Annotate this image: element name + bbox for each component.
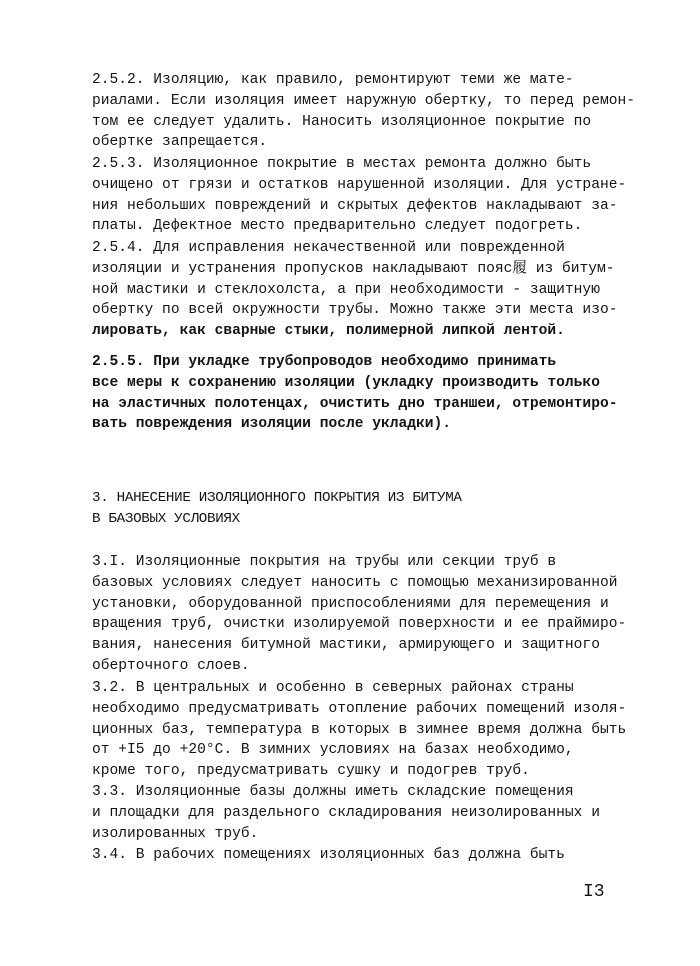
paragraph-2-5-2 — [92, 70, 635, 153]
text-line: 3.I. Изоляционные покрытия на трубы или секции труб в — [92, 554, 557, 570]
text-line: изолированных труб. — [92, 825, 259, 842]
text-line: 3.4. В рабочих помещениях изоляционных баз должна быть — [92, 847, 565, 863]
text-line: от +I5 до +20°C. В зимних условиях на базах необходимо, — [92, 742, 574, 759]
paragraph-3-2 — [92, 678, 627, 782]
text-line: установки, оборудованной приспособлениями для перемещения и — [92, 595, 609, 612]
section-heading-line: В БАЗОВЫХ УСЛОВИЯХ — [92, 510, 240, 527]
text-line: платы. Дефектное место предварительно следует подогреть. — [92, 218, 583, 235]
text-line: 3.2. В центральных и особенно в северных районах страны — [92, 680, 574, 696]
paragraph-2-5-5 — [92, 352, 622, 435]
text-line: вращения труб, очистки изолируемой поверхности и ее праймиро- — [92, 616, 627, 633]
text-line: 2.5.5. При укладке трубопроводов необходимо принимать — [92, 354, 557, 370]
paragraph-3-3 — [92, 782, 622, 844]
text-line: том ее следует удалить. Наносить изоляционное покрытие по — [92, 113, 592, 130]
text-line: и площадки для раздельного складирования неизолированных и — [92, 804, 600, 821]
text-line: обертке запрещается. — [92, 134, 268, 151]
section-heading — [92, 488, 462, 530]
text-line: все меры к сохранению изоляции (укладку производить только — [92, 374, 600, 391]
page-number: I3 — [583, 882, 605, 902]
text-line: лировать, как сварные стыки, полимерной липкой лентой. — [92, 323, 565, 340]
text-line: кроме того, предусматривать сушку и подогрев труб. — [92, 763, 530, 780]
text-line: вать повреждения изоляции после укладки). — [92, 416, 452, 433]
text-line: изоляции и устранения пропусков накладывают пояс履 из битум- — [92, 260, 615, 277]
text-line: ния небольших повреждений и скрытых дефектов накладывают за- — [92, 197, 618, 214]
text-line: риалами. Если изоляция имеет наружную обертку, то перед ремон- — [92, 92, 635, 109]
text-line: ционных баз, температура в которых в зимнее время должна быть — [92, 721, 627, 738]
text-line: 3.3. Изоляционные базы должны иметь складские помещения — [92, 784, 574, 800]
text-line: необходимо предусматривать отопление рабочих помещений изоля- — [92, 700, 627, 717]
text-line: 2.5.2. Изоляцию, как правило, ремонтируют теми же мате- — [92, 72, 574, 88]
section-heading-line: 3. НАНЕСЕНИЕ ИЗОЛЯЦИОННОГО ПОКРЫТИЯ ИЗ БИТУМА — [92, 490, 462, 506]
text-line: обертку по всей окружности трубы. Можно также эти места изо- — [92, 302, 618, 319]
text-line: оберточного слоев. — [92, 657, 250, 674]
text-line: 2.5.4. Для исправления некачественной или поврежденной — [92, 240, 565, 256]
text-line: очищено от грязи и остатков нарушенной изоляции. Для устране- — [92, 176, 627, 193]
text-line: базовых условиях следует наносить с помощью механизированной — [92, 574, 618, 591]
paragraph-2-5-4 — [92, 238, 622, 342]
paragraph-3-4 — [92, 845, 622, 866]
paragraph-3-1 — [92, 552, 627, 677]
text-line: вания, нанесения битумной мастики, армирующего и защитного — [92, 637, 600, 654]
text-line: на эластичных полотенцах, очистить дно траншеи, отремонтиро- — [92, 395, 618, 412]
text-line: ной мастики и стеклохолста, а при необходимости - защитную — [92, 281, 600, 298]
text-line: 2.5.3. Изоляционное покрытие в местах ремонта должно быть — [92, 156, 592, 172]
paragraph-2-5-3 — [92, 154, 627, 237]
